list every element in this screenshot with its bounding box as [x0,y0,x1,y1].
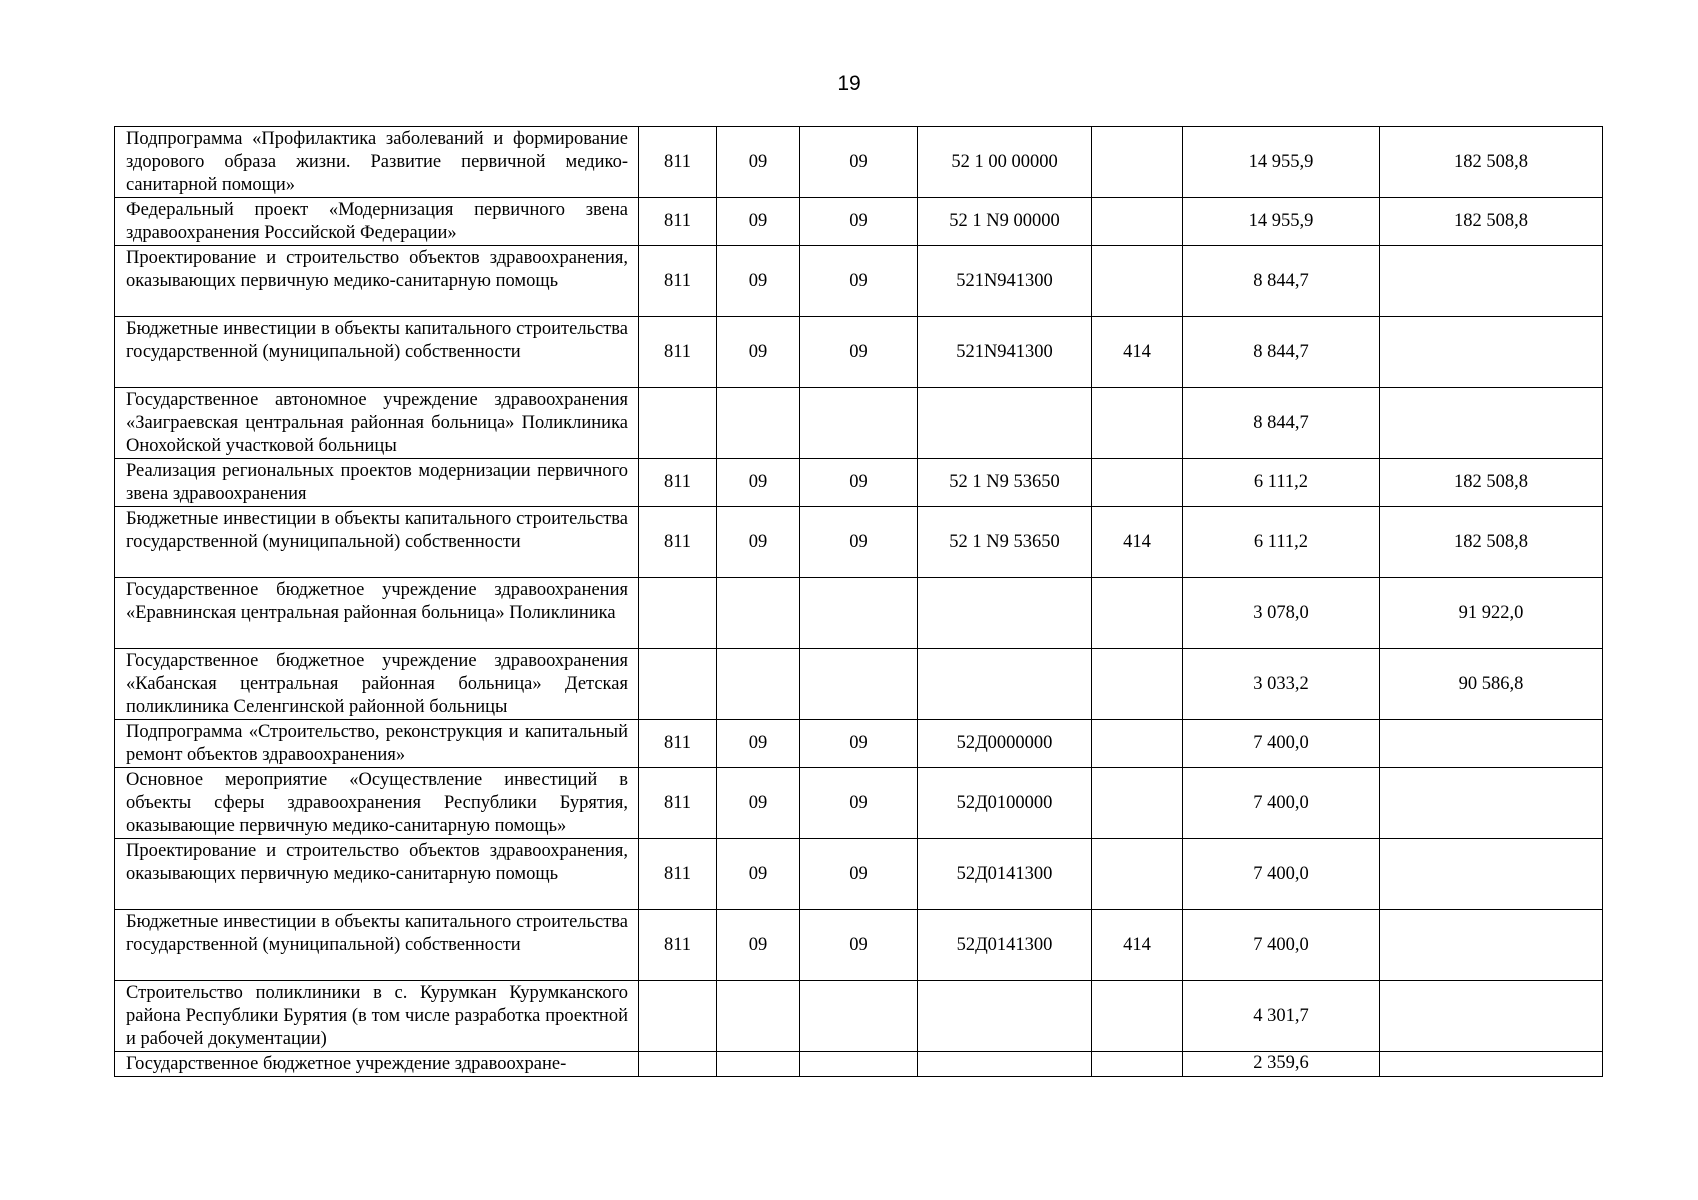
budget-table [114,126,1603,1077]
target-article-cell [918,578,1092,649]
table-row [115,720,1603,768]
subsection-code-cell: 09 [800,317,918,388]
subsection-code-cell: 09 [800,127,918,198]
subsection-code-cell [800,388,918,459]
amount-year1-cell: 8 844,7 [1183,388,1380,459]
section-code-cell: 09 [717,720,800,768]
expense-type-cell [1092,388,1183,459]
expense-type-cell [1092,246,1183,317]
page-number: 19 [837,72,861,95]
subsection-code-cell: 09 [800,839,918,910]
row-name-cell: Федеральный проект «Модернизация первичного звена здравоохранения Российской Федерации» [115,198,639,246]
section-code-cell: 09 [717,839,800,910]
grbs-code-cell: 811 [639,317,717,388]
row-name-cell: Проектирование и строительство объектов здравоохранения, оказывающих первичную медико-санитарную помощь [115,839,639,910]
expense-type-cell [1092,839,1183,910]
expense-type-cell [1092,649,1183,720]
section-code-cell: 09 [717,198,800,246]
table-row [115,1052,1603,1077]
grbs-code-cell [639,981,717,1052]
table-row [115,578,1603,649]
amount-year1-cell: 6 111,2 [1183,459,1380,507]
subsection-code-cell: 09 [800,768,918,839]
expense-type-cell [1092,720,1183,768]
section-code-cell: 09 [717,317,800,388]
table-row [115,459,1603,507]
amount-year1-cell: 7 400,0 [1183,910,1380,981]
target-article-cell [918,388,1092,459]
table-row [115,388,1603,459]
amount-year2-cell [1380,981,1603,1052]
subsection-code-cell: 09 [800,507,918,578]
table-body [115,127,1603,1077]
table-row [115,246,1603,317]
table-row [115,839,1603,910]
table-row [115,127,1603,198]
target-article-cell: 52Д0141300 [918,839,1092,910]
section-code-cell: 09 [717,507,800,578]
section-code-cell: 09 [717,910,800,981]
amount-year2-cell [1380,720,1603,768]
amount-year2-cell: 182 508,8 [1380,127,1603,198]
table-row [115,507,1603,578]
amount-year2-cell: 90 586,8 [1380,649,1603,720]
subsection-code-cell: 09 [800,720,918,768]
expense-type-cell [1092,1052,1183,1077]
grbs-code-cell [639,1052,717,1077]
grbs-code-cell: 811 [639,459,717,507]
grbs-code-cell [639,649,717,720]
table-row [115,649,1603,720]
row-name-cell: Реализация региональных проектов модернизации первичного звена здравоохранения [115,459,639,507]
target-article-cell [918,649,1092,720]
grbs-code-cell: 811 [639,246,717,317]
grbs-code-cell: 811 [639,507,717,578]
amount-year1-cell: 3 033,2 [1183,649,1380,720]
amount-year1-cell: 2 359,6 [1183,1052,1380,1077]
target-article-cell: 52Д0141300 [918,910,1092,981]
grbs-code-cell: 811 [639,198,717,246]
amount-year2-cell [1380,1052,1603,1077]
row-name-cell: Государственное бюджетное учреждение здравоохранения «Кабанская центральная районная больница» Детская поликлиника Селенгинской районной больницы [115,649,639,720]
row-name-cell: Подпрограмма «Строительство, реконструкция и капитальный ремонт объектов здравоохранения» [115,720,639,768]
target-article-cell: 521N941300 [918,317,1092,388]
target-article-cell [918,1052,1092,1077]
table-row [115,198,1603,246]
subsection-code-cell [800,578,918,649]
amount-year2-cell [1380,910,1603,981]
row-name-cell: Проектирование и строительство объектов здравоохранения, оказывающих первичную медико-санитарную помощь [115,246,639,317]
grbs-code-cell: 811 [639,839,717,910]
expense-type-cell: 414 [1092,507,1183,578]
subsection-code-cell [800,981,918,1052]
amount-year1-cell: 7 400,0 [1183,720,1380,768]
section-code-cell [717,981,800,1052]
section-code-cell: 09 [717,246,800,317]
expense-type-cell [1092,127,1183,198]
row-name-cell: Бюджетные инвестиции в объекты капитального строительства государственной (муниципальной) собственности [115,507,639,578]
amount-year1-cell: 8 844,7 [1183,246,1380,317]
target-article-cell: 52Д0100000 [918,768,1092,839]
amount-year2-cell [1380,246,1603,317]
target-article-cell: 52 1 00 00000 [918,127,1092,198]
grbs-code-cell [639,388,717,459]
amount-year2-cell: 182 508,8 [1380,198,1603,246]
grbs-code-cell: 811 [639,127,717,198]
target-article-cell: 52Д0000000 [918,720,1092,768]
row-name-cell: Основное мероприятие «Осуществление инвестиций в объекты сферы здравоохранения Республики Бурятия, оказывающие первичную медико-санитарную помощь» [115,768,639,839]
section-code-cell: 09 [717,768,800,839]
row-name-cell: Бюджетные инвестиции в объекты капитального строительства государственной (муниципальной) собственности [115,910,639,981]
expense-type-cell [1092,578,1183,649]
amount-year2-cell: 182 508,8 [1380,459,1603,507]
subsection-code-cell [800,1052,918,1077]
grbs-code-cell [639,578,717,649]
target-article-cell: 52 1 N9 53650 [918,507,1092,578]
section-code-cell [717,1052,800,1077]
amount-year1-cell: 6 111,2 [1183,507,1380,578]
section-code-cell: 09 [717,127,800,198]
expense-type-cell [1092,459,1183,507]
table-row [115,768,1603,839]
target-article-cell: 52 1 N9 00000 [918,198,1092,246]
amount-year1-cell: 8 844,7 [1183,317,1380,388]
amount-year2-cell [1380,317,1603,388]
subsection-code-cell: 09 [800,910,918,981]
subsection-code-cell [800,649,918,720]
expense-type-cell [1092,768,1183,839]
row-name-cell: Государственное автономное учреждение здравоохранения «Заиграевская центральная районная больница» Поликлиника Онохойской участковой больницы [115,388,639,459]
amount-year2-cell: 91 922,0 [1380,578,1603,649]
section-code-cell [717,578,800,649]
expense-type-cell: 414 [1092,910,1183,981]
target-article-cell: 52 1 N9 53650 [918,459,1092,507]
subsection-code-cell: 09 [800,198,918,246]
section-code-cell [717,388,800,459]
amount-year2-cell: 182 508,8 [1380,507,1603,578]
section-code-cell: 09 [717,459,800,507]
grbs-code-cell: 811 [639,768,717,839]
amount-year2-cell [1380,768,1603,839]
amount-year1-cell: 14 955,9 [1183,198,1380,246]
expense-type-cell: 414 [1092,317,1183,388]
row-name-cell: Строительство поликлиники в с. Курумкан Курумканского района Республики Бурятия (в том числе разработка проектной и рабочей документации) [115,981,639,1052]
subsection-code-cell: 09 [800,459,918,507]
row-name-cell: Бюджетные инвестиции в объекты капитального строительства государственной (муниципальной) собственности [115,317,639,388]
amount-year2-cell [1380,388,1603,459]
row-name-cell: Государственное бюджетное учреждение здравоохране- [115,1052,639,1077]
table-row [115,981,1603,1052]
grbs-code-cell: 811 [639,910,717,981]
amount-year1-cell: 4 301,7 [1183,981,1380,1052]
subsection-code-cell: 09 [800,246,918,317]
target-article-cell [918,981,1092,1052]
row-name-cell: Подпрограмма «Профилактика заболеваний и формирование здорового образа жизни. Развитие первичной медико-санитарной помощи» [115,127,639,198]
amount-year2-cell [1380,839,1603,910]
amount-year1-cell: 14 955,9 [1183,127,1380,198]
table-row [115,910,1603,981]
section-code-cell [717,649,800,720]
amount-year1-cell: 3 078,0 [1183,578,1380,649]
target-article-cell: 521N941300 [918,246,1092,317]
row-name-cell: Государственное бюджетное учреждение здравоохранения «Еравнинская центральная районная больница» Поликлиника [115,578,639,649]
expense-type-cell [1092,198,1183,246]
amount-year1-cell: 7 400,0 [1183,768,1380,839]
table-row [115,317,1603,388]
amount-year1-cell: 7 400,0 [1183,839,1380,910]
grbs-code-cell: 811 [639,720,717,768]
expense-type-cell [1092,981,1183,1052]
